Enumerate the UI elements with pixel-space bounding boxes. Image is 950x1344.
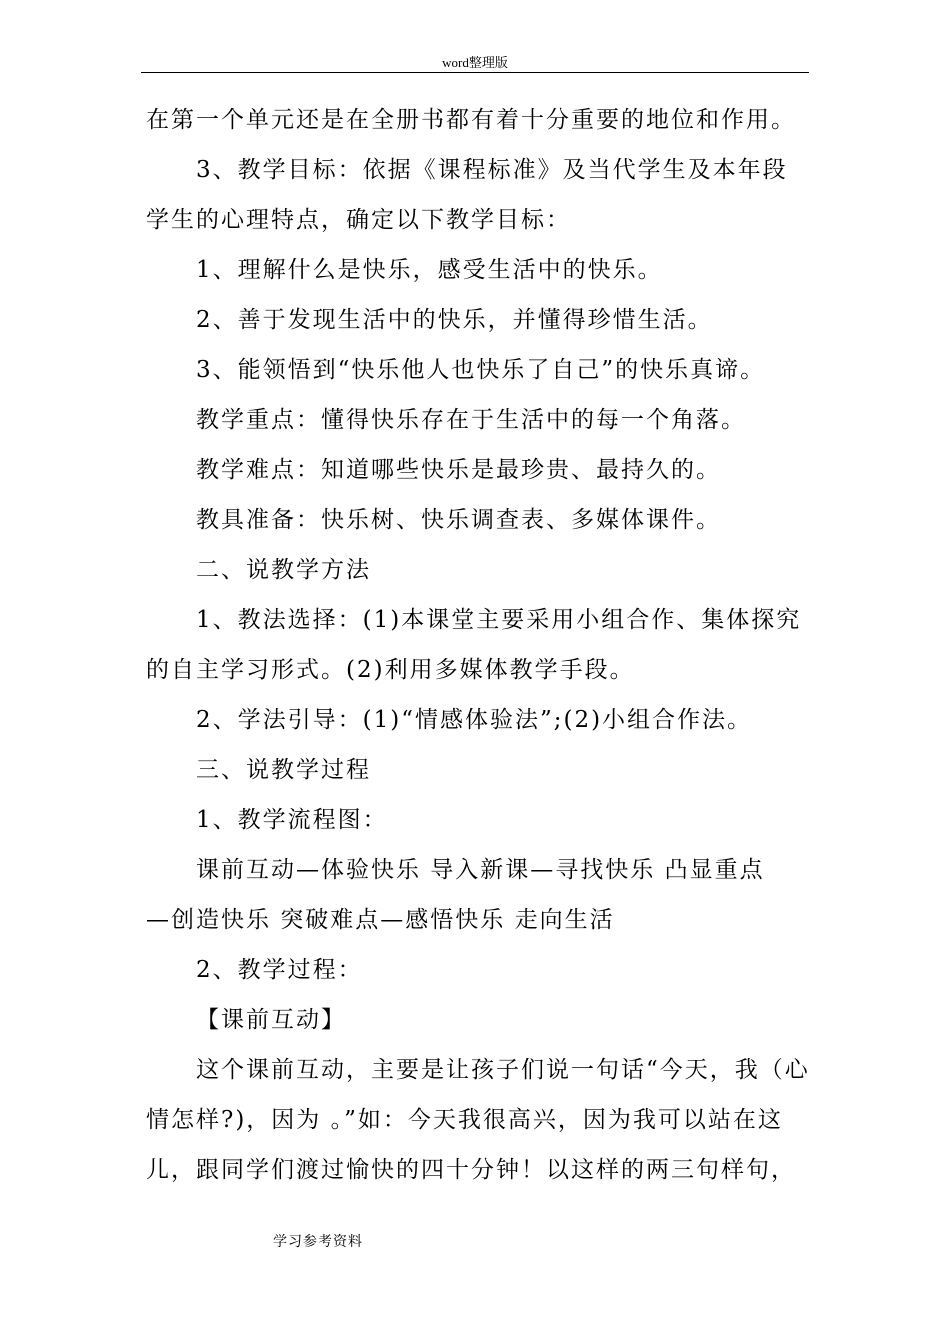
text-line: 【课前互动】 (196, 1007, 346, 1033)
text-line: 三、说教学过程 (196, 757, 371, 783)
text-line: 2、教学过程： (196, 957, 363, 983)
text-line: 3、能领悟到“快乐他人也快乐了自己”的快乐真谛。 (196, 357, 766, 383)
text-line: 2、学法引导：(1)“情感体验法”;(2)小组合作法。 (196, 707, 753, 733)
text-line: 的自主学习形式。(2)利用多媒体教学手段。 (146, 657, 635, 683)
text-line: 教学难点：知道哪些快乐是最珍贵、最持久的。 (196, 457, 721, 483)
text-line: 3、教学目标：依据《课程标准》及当代学生及本年段 (196, 157, 788, 183)
text-line: 这个课前互动，主要是让孩子们说一句话“今天，我（心 (196, 1057, 810, 1083)
text-line: 2、善于发现生活中的快乐，并懂得珍惜生活。 (196, 307, 713, 333)
text-line: 1、理解什么是快乐，感受生活中的快乐。 (196, 257, 663, 283)
text-line: 教学重点：懂得快乐存在于生活中的每一个角落。 (196, 407, 746, 433)
page-header-title: word整理版 (442, 55, 508, 70)
text-line: 在第一个单元还是在全册书都有着十分重要的地位和作用。 (146, 107, 796, 133)
text-line: 情怎样?)，因为 。”如：今天我很高兴，因为我可以站在这 (146, 1107, 783, 1133)
text-line: 学生的心理特点，确定以下教学目标： (146, 207, 571, 233)
text-line: 二、说教学方法 (196, 557, 371, 583)
text-line: 课前互动—体验快乐 导入新课—寻找快乐 凸显重点 (196, 857, 765, 883)
text-line: 儿，跟同学们渡过愉快的四十分钟！以这样的两三句样句， (146, 1157, 796, 1183)
header-divider (141, 72, 809, 73)
text-line: 1、教学流程图： (196, 807, 388, 833)
text-line: 教具准备：快乐树、快乐调查表、多媒体课件。 (196, 507, 721, 533)
page-footer-text: 学习参考资料 (273, 1234, 363, 1250)
document-body (146, 100, 810, 1200)
text-line: —创造快乐 突破难点—感悟快乐 走向生活 (146, 907, 615, 933)
text-line: 1、教法选择：(1)本课堂主要采用小组合作、集体探究 (196, 607, 802, 633)
